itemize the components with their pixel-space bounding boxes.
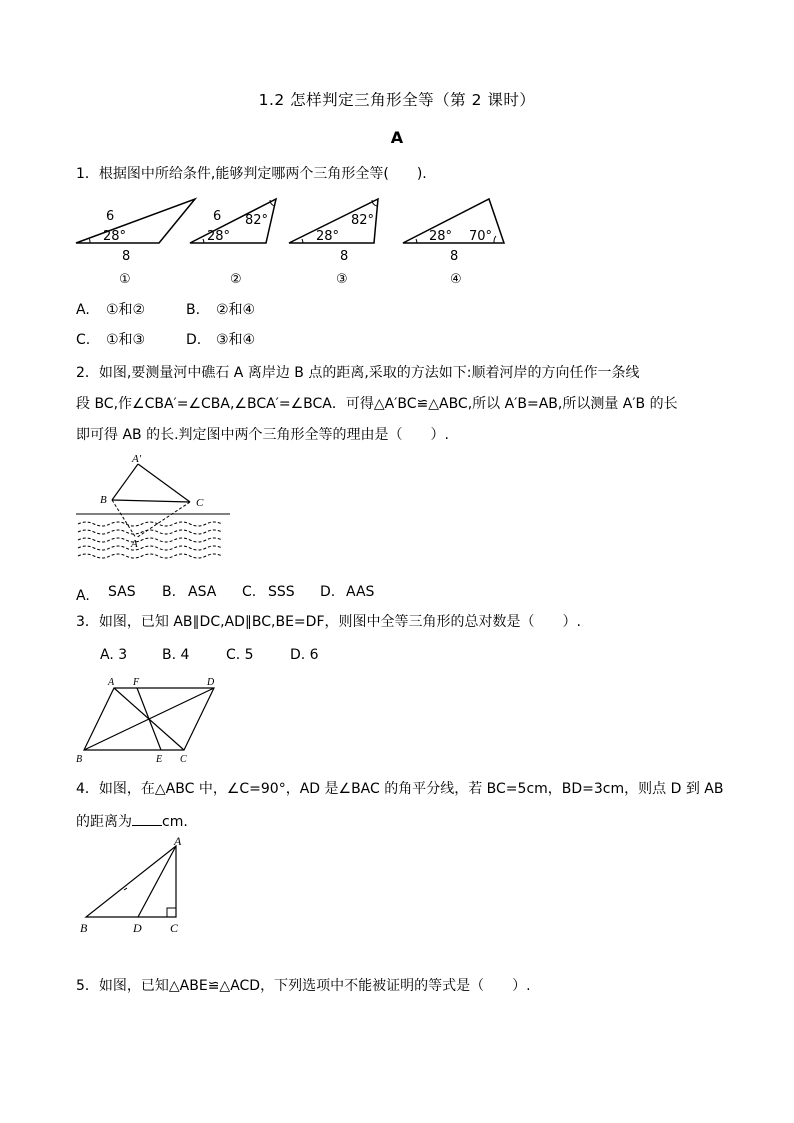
t4-angle-label: 28° xyxy=(429,229,453,244)
q4-stem-line2 xyxy=(76,811,188,832)
q2-option-a-text: SAS xyxy=(108,584,136,600)
q4-right-triangle-figure xyxy=(76,836,196,936)
q4-stem-line2-unit: cm. xyxy=(162,814,188,830)
q3-stem: 3．如图，已知 AB∥DC,AD∥BC,BE=DF，则图中全等三角形的总对数是（ ）. xyxy=(76,614,581,630)
q4-label-b: B xyxy=(80,921,88,935)
q2-option-c-text: SSS xyxy=(268,584,295,600)
q3-option-d: D. 6 xyxy=(290,647,319,663)
q1-options-row1 xyxy=(76,300,255,320)
q4-label-d: D xyxy=(133,921,142,935)
q2-option-d-label: D. xyxy=(320,584,336,600)
q2-options xyxy=(76,582,374,602)
t3-number: ③ xyxy=(336,272,348,287)
q1-option-b-label: B. xyxy=(186,302,201,318)
q3-label-f: F xyxy=(133,677,140,688)
q3-parallelogram-figure xyxy=(76,674,236,764)
q3-label-a: A xyxy=(108,677,115,688)
q2-label-c: C xyxy=(196,497,204,509)
q5-stem: 5．如图，已知△ABE≌△ACD，下列选项中不能被证明的等式是（ ）. xyxy=(76,978,531,994)
t2-top-angle-label: 82° xyxy=(245,213,269,228)
q2-option-b-text: ASA xyxy=(188,584,217,600)
q4-answer-blank[interactable] xyxy=(132,811,162,826)
q2-option-a-label: A. xyxy=(76,588,90,604)
q1-option-a-label: A. xyxy=(76,302,90,318)
t4-right-angle-label: 70° xyxy=(469,229,493,244)
t1-side-label: 6 xyxy=(106,209,115,224)
section-heading: A xyxy=(390,128,404,147)
q2-stem-line2: 段 BC,作∠CBA′=∠CBA,∠BCA′=∠BCA．可得△A′BC≌△ABC,所以 A′B=AB,所以测量 A′B 的长 xyxy=(76,396,678,412)
q1-option-d-label: D. xyxy=(186,332,202,348)
q3-label-c: C xyxy=(180,754,187,765)
triangle-1 xyxy=(76,199,195,287)
q4-stem-line1: 4．如图，在△ABC 中，∠C=90°，AD 是∠BAC 的角平分线，若 BC=5cm，BD=3cm，则点 D 到 AB xyxy=(76,781,724,797)
q3-label-d: D xyxy=(207,677,215,688)
triangle-3 xyxy=(289,199,378,287)
t1-angle-label: 28° xyxy=(103,229,127,244)
t1-number: ① xyxy=(119,272,131,287)
t2-number: ② xyxy=(230,272,242,287)
q1-option-d-text: ③和④ xyxy=(216,332,256,348)
q3-label-e: E xyxy=(156,754,163,765)
q1-option-a-text: ①和② xyxy=(106,302,146,318)
t2-side-label: 6 xyxy=(213,209,222,224)
q2-stem-line1: 2．如图,要测量河中礁石 A 离岸边 B 点的距离,采取的方法如下:顺着河岸的方向任作一条线 xyxy=(76,365,640,381)
t2-angle-label: 28° xyxy=(207,229,231,244)
page-title: 1.2 怎样判定三角形全等（第 2 课时） xyxy=(258,91,536,109)
q2-option-c-label: C. xyxy=(242,584,257,600)
q2-river-figure xyxy=(76,452,236,562)
q3-options xyxy=(100,645,319,665)
q2-stem-line3: 即可得 AB 的长.判定图中两个三角形全等的理由是（ ）. xyxy=(76,427,449,443)
t4-number: ④ xyxy=(450,272,462,287)
q1-options-row2 xyxy=(76,330,255,350)
t3-top-angle-label: 82° xyxy=(351,213,375,228)
q1-option-b-text: ②和④ xyxy=(216,302,256,318)
q4-stem-line2-text: 的距离为 xyxy=(76,814,132,830)
q2-label-a-prime: A′ xyxy=(132,453,142,465)
t4-base-label: 8 xyxy=(450,249,459,264)
q2-option-b-label: B. xyxy=(162,584,177,600)
q3-option-a: A. 3 xyxy=(100,647,128,663)
triangle-4 xyxy=(403,199,504,287)
q1-triangles-figure xyxy=(74,196,514,296)
q2-label-b: B xyxy=(100,494,107,506)
q3-option-c: C. 5 xyxy=(226,647,254,663)
q3-option-b: B. 4 xyxy=(162,647,190,663)
q2-option-d-text: AAS xyxy=(346,584,375,600)
q2-label-a: A xyxy=(131,538,138,550)
t1-base-label: 8 xyxy=(122,249,131,264)
triangle-2 xyxy=(190,199,276,287)
t3-base-label: 8 xyxy=(340,249,349,264)
q1-stem: 1．根据图中所给条件,能够判定哪两个三角形全等( ). xyxy=(76,166,427,182)
q4-label-a: A xyxy=(174,834,182,848)
q4-label-c: C xyxy=(170,921,179,935)
q1-option-c-text: ①和③ xyxy=(106,332,146,348)
q3-label-b: B xyxy=(76,754,83,765)
q1-option-c-label: C. xyxy=(76,332,91,348)
t3-angle-label: 28° xyxy=(316,229,340,244)
